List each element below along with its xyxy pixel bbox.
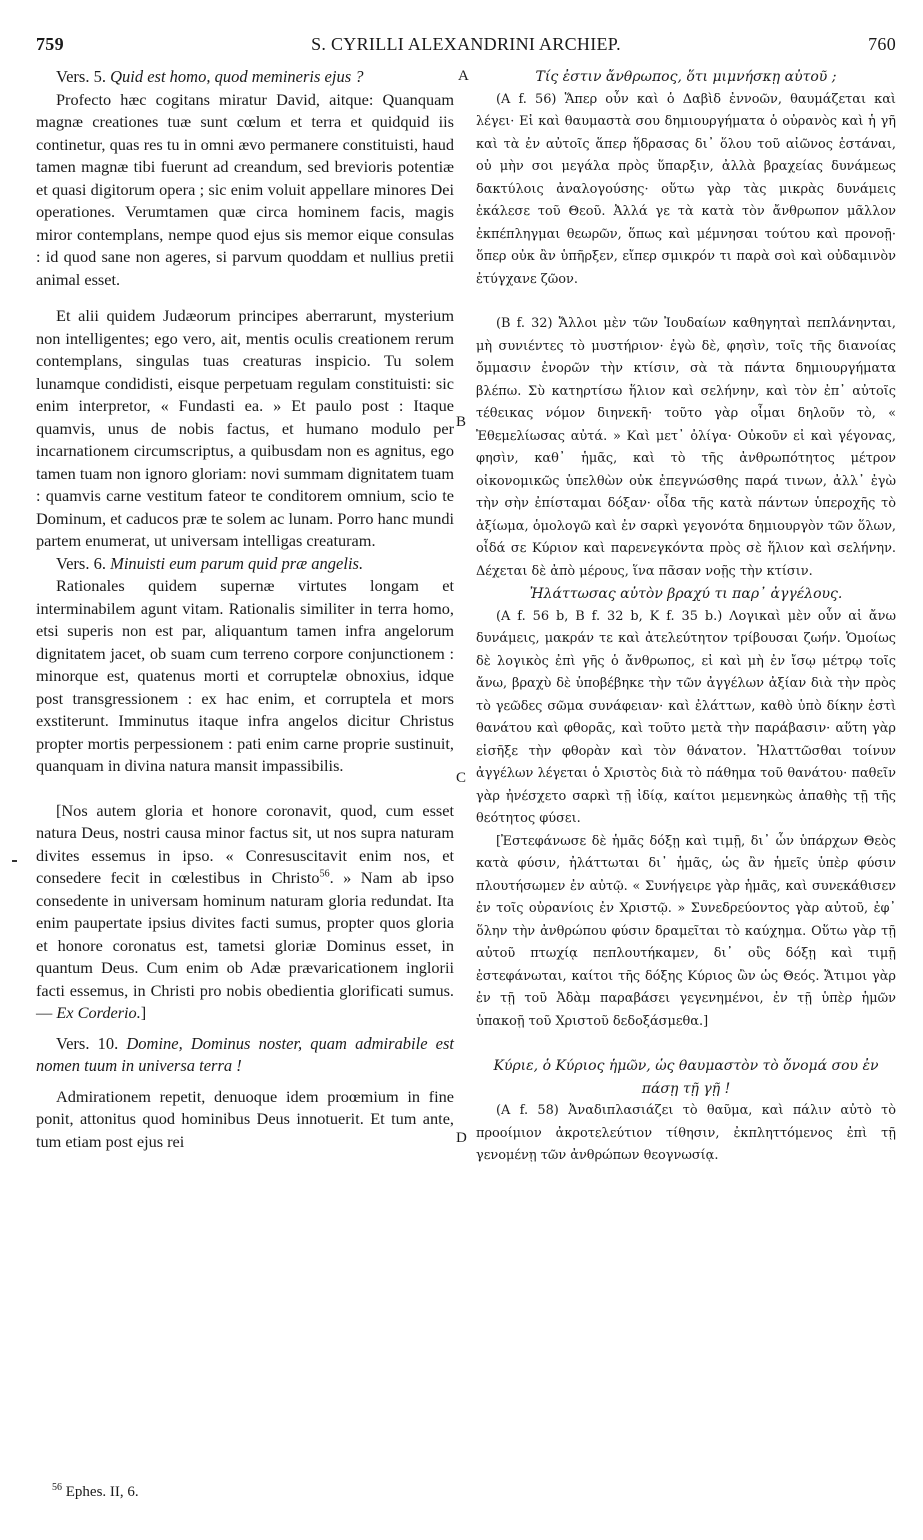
greek-verse-5-body: (A f. 56) Ἅπερ οὖν καὶ ὁ Δαβὶδ ἐννοῶν, θαυμάζεται καὶ λέγει· Εἰ καὶ θαυμαστὰ σου δημιουργήματα ὁ οὐρανὸς καὶ ἡ γῆ καὶ τὰ ἐν αὐτοῖς ἅπερ ἥδρασας δι᾽ ὅλου τοῦ αἰῶνος ἑστάναι, οὐ μὴν σοι μεγάλα πρὸς ὕπαρξιν, ἀλλὰ βραχείας δυνάμεως δακτύλοις ἀναλογούσης· οὕτω γὰρ τὰς μικρὰς δυνάμεις ἐκάλεσε τοῦ Θεοῦ. Ἀλλά γε τὰ κατὰ τὸν ἄνθρωπον μᾶλλον ἐκπέπληγμαι θεωρῶν, ὅπως καὶ μέμνησαι τούτου καὶ προνοῇ· ὅπερ οὐκ ἂν ὑπῆρξεν, εἴπερ σμικρόν τι παρὰ σοὶ καὶ οὐδαμινὸν ἐτύγχανε ζῶον.: [476, 91, 896, 287]
latin-verse-5-body-2: Et alii quidem Judæorum principes aberrarunt, mysterium non intelligentes; ego vero, ait, mentis oculis creationem rerum contemplans, singulas tuas creaturas inspicio. Tu solem lunamque condidisti, eisque perpetuam regulam constituisti: sic enim interpretor, « Fundasti ea. » Et paulo post : Itaque quamvis, unus de nobis factus, et humano modulo per incarnationem circumscriptus, a quibusdam non es agnitus, ego tamen tuam non ignoro gloriam: novi summam dignitatem tuam : quamvis carne vestitum fateor te conditorem omnium, scio te Dominum, et caducos præ te solem ac lunam. Porro hanc mundi partem enumerat, ut universam intelligas creaturam.: [36, 306, 454, 550]
greek-verse-10-heading: Κύριε, ὁ Κύριος ἡμῶν, ὡς θαυμαστὸν τὸ ὄνομά σου ἐν πάσῃ τῇ γῇ !: [493, 1058, 879, 1097]
margin-letter-d: D: [456, 1130, 467, 1146]
footnote-ref: 56: [319, 868, 330, 880]
latin-verse-10-heading: Vers. 10. Domine, Dominus noster, quam admirabile est nomen tuum in universa terra !: [36, 1033, 455, 1075]
greek-column: [476, 66, 896, 1168]
greek-verse-5-body-2: (B f. 32) Ἄλλοι μὲν τῶν Ἰουδαίων καθηγηταὶ πεπλάνηνται, μὴ συνιέντες τὸ μυστήριον· ἐγὼ δὲ, φησὶν, τοῖς τῆς διανοίας ὄμμασιν ἐνορῶν τὴν κτίσιν, σὰ τὰ πάντα δημιουργήματα βλέπω. Σὺ κατηρτίσω ἥλιον καὶ σελήνην, καὶ τὸν ἐπ᾽ αὐτοῖς τέθεικας νόμον διηνεκῆ· τοῦτο γὰρ οἶμαι δηλοῦν τὸ, « Ἐθεμελίωσας αὐτά. » Καὶ μετ᾽ ὀλίγα· Οὐκοῦν εἰ καὶ γέγονας, φησὶν, καθ᾽ ἡμᾶς, καὶ τὸ τῆς ἀνθρωπότητος μέτρον οἰκονομικῶς ὑπελθὼν οὐκ ἐπεγνώσθης παρά τινων, ἀλλ᾽ ἐγὼ τὴν σὴν ἐπίσταμαι δόξαν· οἶδα τῆς κατὰ πάντων ὑπεροχῆς τὸ ἀξίωμα, ὁμολογῶ καὶ ἐν σαρκὶ γεγονότα δημιουργὸν τῶν ὅλων, οἶδά σε Κύριον καὶ παρενεγκόντα πρὸς σὲ ἥλιον καὶ σελήνην. Δέχεται δὲ ἀπὸ μέρους, ἵνα πᾶσαν νοῇς τὴν κτίσιν.: [476, 316, 896, 579]
latin-bracket-passage: [Nos autem gloria et honore coronavit, quod, cum esset natura Deus, nostri causa minor factus sit, ut nos supra naturam divites essemus in ipso. « Conresuscitavit enim nos, et consedere fecit in cœlestibus in Christo$^{56}$. » Nam ab ipso consedente in universam hominum naturam gloria redundat. Ita enim paupertate ipsius divites facti sumus, propter quos gloria et honore coronatus est, tametsi gloriæ Dominus esset, in quantum Deus. Cum enim ob Adæ prævaricationem inglorii facti essemus, in Christi pro nobis obedientia glorificati sumus. — Ex Corderio.]: [36, 800, 454, 1022]
latin-verse-6-body: Rationales quidem supernæ virtutes longam et interminabilem agunt vitam. Rationalis similiter in terra homo, etsi superis non est par, aliquantum tamen infra angelorum dignitatem jacet, ob suam cum terreno corpore conjunctionem : minorque est, quatenus morti et corruptelæ obnoxius, idque post transgressionem : ex hac enim, et corruptela et mors exstiterunt. Imminutus itaque infra angelos dicitur Christus propter mortis perpessionem : pati enim carne proprie sustinuit, quanquam in divina natura mansit impassibilis.: [36, 576, 454, 775]
margin-letter-c: C: [456, 770, 467, 786]
margin-tick: [12, 860, 17, 862]
latin-verse-5-heading: Vers. 5. Quid est homo, quod memineris ejus ?: [56, 67, 364, 86]
running-head: [36, 34, 896, 58]
page-title: S. CYRILLI ALEXANDRINI ARCHIEP.: [311, 34, 621, 54]
greek-verse-5-heading: Τίς ἐστιν ἄνθρωπος, ὅτι μιμνήσκῃ αὐτοῦ ;: [535, 69, 837, 85]
page-number-left: 759: [36, 34, 64, 54]
greek-verse-10-body: (A f. 58) Ἀναδιπλασιάζει τὸ θαῦμα, καὶ πάλιν αὐτὸ τὸ προοίμιον ἀκροτελεύτιον τίθησιν, ἐκπληττόμενος ἐπὶ τῇ γενομένῃ τῶν ἀνθρώπων θεογνωσίᾳ.: [476, 1103, 896, 1163]
latin-verse-10-body: Admirationem repetit, denuoque idem proœmium in fine ponit, attonitus quod hominibus Deus innotuerit. Et tum ante, tum etiam post ejus rei: [36, 1086, 454, 1151]
page-number-right: 760: [868, 34, 896, 54]
latin-column: [36, 66, 454, 1153]
latin-verse-5-body: Profecto hæc cogitans miratur David, aitque: Quanquam magnæ creationes tuæ sunt cœlum et terra et quidquid iis continetur, quas res tu in omni ævo permanere constituisti, haud tamen magnæ tibi fuerunt ad creandum, sed brevioris potentiæ et quasi digitorum opera ; sic enim voluit appellare minores Dei operationes. Verumtamen quæ circa hominem facis, magis miror contemplans, nempe quod ejus sis memor eique consulas : id quod sane non ageres, si parvum quoddam et nullius pretii animal esset.: [36, 89, 454, 289]
margin-letter-b: B: [456, 414, 467, 430]
greek-verse-6-heading: Ἠλάττωσας αὐτὸν βραχύ τι παρ᾽ ἀγγέλους.: [529, 586, 843, 602]
margin-letter-a: A: [458, 68, 469, 84]
greek-bracket-passage: [Ἐστεφάνωσε δὲ ἡμᾶς δόξῃ καὶ τιμῇ, δι᾽ ὧν ὑπάρχων Θεὸς κατὰ φύσιν, ἠλάττωται δι᾽ ἡμᾶς, ὡς ἂν ἡμεῖς ὑπὲρ φύσιν πλουτήσωμεν ἐν αὐτῷ. « Συνήγειρε γὰρ ἡμᾶς, καὶ συνεκάθισεν ἐν τοῖς οὐρανίοις ἐν Χριστῷ. » Συνεδρεύοντος γὰρ αὐτοῦ, ἐφ᾽ ὅλην τὴν ἀνθρώπου φύσιν δραμεῖται τὸ καύχημα. Οὕτω γὰρ τῇ αὐτοῦ πτωχίᾳ πεπλουτήκαμεν, δι᾽ οὓς δόξῃ καὶ τιμῇ ἐστεφάνωται, καίτοι τῆς δόξης Κύριος ὢν ὡς Θεός. Ἄτιμοι γὰρ ἐν τῇ τοῦ Ἀδὰμ παραβάσει γεγενημένοι, ἐν τῇ ὑπὲρ ἡμῶν ὑπακοῇ τοῦ Χριστοῦ δεδοξάσμεθα.]: [476, 833, 896, 1029]
greek-verse-6-body: (A f. 56 b, B f. 32 b, K f. 35 b.) Λογικαὶ μὲν οὖν αἱ ἄνω δυνάμεις, μακράν τε καὶ ἀτελεύτητον τρίβουσαι ζωήν. Ὁμοίως δὲ λογικὸς ἐπὶ γῆς ὁ ἄνθρωπος, εἰ καὶ μὴ ἐν ἴσῳ μέτρῳ τοῖς ἄνω, βραχὺ δὲ ὑποβέβηκε τὴν τῶν ἀγγέλων ἀξίαν διὰ τὴν πρὸς τὸ γεῶδες σῶμα συνάφειαν· καὶ ἐλάττων, καθὸ ὑπὸ δίκην ἐστὶ θανάτου καὶ φθορᾶς, καὶ τοῦτο μετὰ τὴν παράβασιν· αὕτη γὰρ εἰσῆξε τὴν φθορὰν καὶ τὸν θάνατον. Ἠλαττῶσθαι τοίνυν ἀγγέλων λέγεται ὁ Χριστὸς διὰ τὸ πάθημα τοῦ θανάτου· παθεῖν γὰρ ἠνέσχετο σαρκὶ τῇ ἰδίᾳ, καίτοι μεμενηκὼς ἀπαθὴς τῇ τῆς θεότητος φύσει.: [476, 608, 896, 826]
latin-verse-6-heading: Vers. 6. Minuisti eum parum quid præ angelis.: [56, 553, 364, 573]
footnote: $^{56}$ Ephes. II, 6.: [52, 1482, 139, 1500]
